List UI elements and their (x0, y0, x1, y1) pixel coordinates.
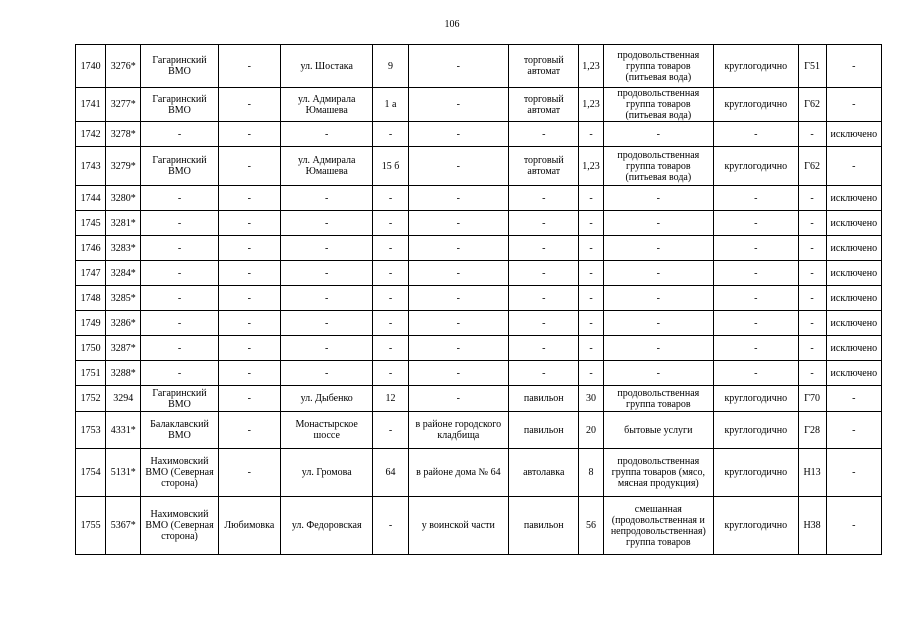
record-id-cell: 3277* (106, 88, 141, 122)
specialization-cell: - (603, 336, 714, 361)
area-cell: - (579, 286, 603, 311)
row-number-cell: 1755 (76, 497, 106, 555)
scheme-code-cell: Г51 (798, 45, 826, 88)
locality-cell: - (218, 412, 280, 449)
specialization-cell: - (603, 311, 714, 336)
street-cell: - (280, 336, 372, 361)
house-number-cell: - (373, 497, 408, 555)
landmark-cell: в районе дома № 64 (408, 449, 508, 497)
street-cell: - (280, 236, 372, 261)
locality-cell: - (218, 449, 280, 497)
street-cell: Монастырское шоссе (280, 412, 372, 449)
note-cell: исключено (826, 311, 881, 336)
table-row (76, 286, 882, 311)
specialization-cell: продовольственная группа товаров (питьевая вода) (603, 88, 714, 122)
district-cell: - (141, 361, 218, 386)
specialization-cell: - (603, 261, 714, 286)
period-cell: - (714, 286, 798, 311)
specialization-cell: - (603, 211, 714, 236)
street-cell: - (280, 261, 372, 286)
area-cell: 1,23 (579, 45, 603, 88)
locality-cell: - (218, 261, 280, 286)
object-type-cell: - (509, 211, 579, 236)
scheme-code-cell: - (798, 361, 826, 386)
locality-cell: - (218, 122, 280, 147)
house-number-cell: 9 (373, 45, 408, 88)
specialization-cell: продовольственная группа товаров (мясо, мясная продукция) (603, 449, 714, 497)
object-type-cell: - (509, 361, 579, 386)
page-number: 106 (444, 19, 460, 30)
scheme-code-cell: - (798, 286, 826, 311)
record-id-cell: 3279* (106, 147, 141, 186)
table-row (76, 211, 882, 236)
scheme-code-cell: - (798, 311, 826, 336)
scheme-code-cell: - (798, 186, 826, 211)
table-row (76, 147, 882, 186)
scheme-code-cell: - (798, 211, 826, 236)
scheme-code-cell: - (798, 336, 826, 361)
specialization-cell: бытовые услуги (603, 412, 714, 449)
period-cell: - (714, 186, 798, 211)
object-type-cell: торговый автомат (509, 88, 579, 122)
row-number-cell: 1749 (76, 311, 106, 336)
object-type-cell: - (509, 261, 579, 286)
street-cell: - (280, 122, 372, 147)
note-cell: - (826, 449, 881, 497)
table-row (76, 497, 882, 555)
note-cell: - (826, 147, 881, 186)
locality-cell: Любимовка (218, 497, 280, 555)
locality-cell: - (218, 88, 280, 122)
street-cell: ул. Адмирала Юмашева (280, 88, 372, 122)
district-cell: - (141, 336, 218, 361)
period-cell: - (714, 311, 798, 336)
record-id-cell: 3286* (106, 311, 141, 336)
period-cell: - (714, 261, 798, 286)
house-number-cell: - (373, 186, 408, 211)
object-type-cell: торговый автомат (509, 147, 579, 186)
area-cell: - (579, 211, 603, 236)
row-number-cell: 1740 (76, 45, 106, 88)
table-row (76, 449, 882, 497)
period-cell: круглогодично (714, 147, 798, 186)
object-type-cell: - (509, 186, 579, 211)
landmark-cell: - (408, 45, 508, 88)
table-row (76, 386, 882, 412)
period-cell: - (714, 122, 798, 147)
locality-cell: - (218, 311, 280, 336)
row-number-cell: 1751 (76, 361, 106, 386)
house-number-cell: - (373, 361, 408, 386)
landmark-cell: - (408, 236, 508, 261)
area-cell: 1,23 (579, 147, 603, 186)
landmark-cell: - (408, 361, 508, 386)
note-cell: исключено (826, 336, 881, 361)
record-id-cell: 5131* (106, 449, 141, 497)
note-cell: - (826, 386, 881, 412)
record-id-cell: 4331* (106, 412, 141, 449)
district-cell: - (141, 211, 218, 236)
object-type-cell: павильон (509, 497, 579, 555)
table-row (76, 186, 882, 211)
house-number-cell: - (373, 412, 408, 449)
scheme-code-cell: Г62 (798, 88, 826, 122)
district-cell: - (141, 261, 218, 286)
row-number-cell: 1750 (76, 336, 106, 361)
area-cell: - (579, 311, 603, 336)
scheme-code-cell: - (798, 236, 826, 261)
specialization-cell: - (603, 186, 714, 211)
note-cell: - (826, 497, 881, 555)
note-cell: исключено (826, 361, 881, 386)
landmark-cell: в районе городского кладбища (408, 412, 508, 449)
district-cell: - (141, 236, 218, 261)
landmark-cell: - (408, 211, 508, 236)
object-type-cell: - (509, 311, 579, 336)
period-cell: круглогодично (714, 45, 798, 88)
note-cell: - (826, 88, 881, 122)
landmark-cell: - (408, 147, 508, 186)
scheme-code-cell: Н13 (798, 449, 826, 497)
locality-cell: - (218, 211, 280, 236)
scheme-code-cell: - (798, 261, 826, 286)
period-cell: круглогодично (714, 497, 798, 555)
note-cell: исключено (826, 122, 881, 147)
specialization-cell: продовольственная группа товаров (питьевая вода) (603, 45, 714, 88)
area-cell: - (579, 186, 603, 211)
locality-cell: - (218, 361, 280, 386)
area-cell: - (579, 236, 603, 261)
district-cell: Гагаринский ВМО (141, 386, 218, 412)
street-cell: ул. Федоровская (280, 497, 372, 555)
record-id-cell: 3278* (106, 122, 141, 147)
object-type-cell: - (509, 286, 579, 311)
record-id-cell: 3283* (106, 236, 141, 261)
specialization-cell: - (603, 361, 714, 386)
street-cell: ул. Шостака (280, 45, 372, 88)
row-number-cell: 1752 (76, 386, 106, 412)
street-cell: - (280, 211, 372, 236)
row-number-cell: 1745 (76, 211, 106, 236)
area-cell: 20 (579, 412, 603, 449)
specialization-cell: - (603, 286, 714, 311)
house-number-cell: - (373, 122, 408, 147)
locality-cell: - (218, 386, 280, 412)
table-row (76, 122, 882, 147)
note-cell: исключено (826, 236, 881, 261)
period-cell: круглогодично (714, 386, 798, 412)
object-type-cell: автолавка (509, 449, 579, 497)
locality-cell: - (218, 286, 280, 311)
district-cell: - (141, 186, 218, 211)
locality-cell: - (218, 236, 280, 261)
note-cell: - (826, 412, 881, 449)
district-cell: Балаклавский ВМО (141, 412, 218, 449)
row-number-cell: 1746 (76, 236, 106, 261)
street-cell: - (280, 361, 372, 386)
area-cell: 56 (579, 497, 603, 555)
scheme-code-cell: Г28 (798, 412, 826, 449)
district-cell: - (141, 311, 218, 336)
row-number-cell: 1754 (76, 449, 106, 497)
record-id-cell: 3294 (106, 386, 141, 412)
object-type-cell: павильон (509, 386, 579, 412)
scheme-code-cell: Г70 (798, 386, 826, 412)
house-number-cell: 12 (373, 386, 408, 412)
table-row (76, 336, 882, 361)
district-cell: Гагаринский ВМО (141, 45, 218, 88)
row-number-cell: 1748 (76, 286, 106, 311)
house-number-cell: - (373, 211, 408, 236)
period-cell: круглогодично (714, 412, 798, 449)
street-cell: - (280, 286, 372, 311)
row-number-cell: 1741 (76, 88, 106, 122)
landmark-cell: - (408, 386, 508, 412)
scheme-code-cell: Н38 (798, 497, 826, 555)
house-number-cell: 64 (373, 449, 408, 497)
house-number-cell: 15 б (373, 147, 408, 186)
record-id-cell: 3285* (106, 286, 141, 311)
street-cell: ул. Дыбенко (280, 386, 372, 412)
table-row (76, 45, 882, 88)
house-number-cell: - (373, 286, 408, 311)
district-cell: - (141, 122, 218, 147)
table-row (76, 311, 882, 336)
district-cell: Гагаринский ВМО (141, 88, 218, 122)
locality-cell: - (218, 186, 280, 211)
house-number-cell: - (373, 261, 408, 286)
row-number-cell: 1742 (76, 122, 106, 147)
record-id-cell: 3284* (106, 261, 141, 286)
table-row (76, 236, 882, 261)
note-cell: - (826, 45, 881, 88)
record-id-cell: 3281* (106, 211, 141, 236)
house-number-cell: - (373, 236, 408, 261)
street-cell: ул. Громова (280, 449, 372, 497)
area-cell: 1,23 (579, 88, 603, 122)
table-row (76, 361, 882, 386)
specialization-cell: - (603, 122, 714, 147)
house-number-cell: - (373, 311, 408, 336)
locality-cell: - (218, 45, 280, 88)
note-cell: исключено (826, 186, 881, 211)
locality-cell: - (218, 336, 280, 361)
record-id-cell: 3288* (106, 361, 141, 386)
landmark-cell: - (408, 311, 508, 336)
table-row (76, 412, 882, 449)
object-type-cell: - (509, 122, 579, 147)
street-cell: - (280, 186, 372, 211)
district-cell: Гагаринский ВМО (141, 147, 218, 186)
area-cell: 30 (579, 386, 603, 412)
landmark-cell: - (408, 261, 508, 286)
district-cell: Нахимовский ВМО (Северная сторона) (141, 449, 218, 497)
scheme-code-cell: Г62 (798, 147, 826, 186)
period-cell: - (714, 236, 798, 261)
landmark-cell: - (408, 88, 508, 122)
specialization-cell: смешанная (продовольственная и непродовольственная) группа товаров (603, 497, 714, 555)
row-number-cell: 1744 (76, 186, 106, 211)
landmark-cell: - (408, 122, 508, 147)
note-cell: исключено (826, 286, 881, 311)
registry-table (75, 44, 882, 555)
record-id-cell: 3276* (106, 45, 141, 88)
table-body (76, 45, 882, 555)
house-number-cell: - (373, 336, 408, 361)
period-cell: круглогодично (714, 449, 798, 497)
house-number-cell: 1 а (373, 88, 408, 122)
specialization-cell: - (603, 236, 714, 261)
object-type-cell: торговый автомат (509, 45, 579, 88)
record-id-cell: 3280* (106, 186, 141, 211)
row-number-cell: 1753 (76, 412, 106, 449)
row-number-cell: 1747 (76, 261, 106, 286)
object-type-cell: - (509, 236, 579, 261)
area-cell: - (579, 261, 603, 286)
period-cell: круглогодично (714, 88, 798, 122)
specialization-cell: продовольственная группа товаров (питьевая вода) (603, 147, 714, 186)
area-cell: - (579, 361, 603, 386)
object-type-cell: павильон (509, 412, 579, 449)
specialization-cell: продовольственная группа товаров (603, 386, 714, 412)
district-cell: - (141, 286, 218, 311)
scheme-code-cell: - (798, 122, 826, 147)
object-type-cell: - (509, 336, 579, 361)
table-row (76, 88, 882, 122)
area-cell: - (579, 122, 603, 147)
landmark-cell: - (408, 336, 508, 361)
area-cell: 8 (579, 449, 603, 497)
street-cell: ул. Адмирала Юмашева (280, 147, 372, 186)
district-cell: Нахимовский ВМО (Северная сторона) (141, 497, 218, 555)
area-cell: - (579, 336, 603, 361)
note-cell: исключено (826, 211, 881, 236)
landmark-cell: у воинской части (408, 497, 508, 555)
landmark-cell: - (408, 186, 508, 211)
table-row (76, 261, 882, 286)
row-number-cell: 1743 (76, 147, 106, 186)
record-id-cell: 5367* (106, 497, 141, 555)
locality-cell: - (218, 147, 280, 186)
note-cell: исключено (826, 261, 881, 286)
street-cell: - (280, 311, 372, 336)
landmark-cell: - (408, 286, 508, 311)
period-cell: - (714, 336, 798, 361)
record-id-cell: 3287* (106, 336, 141, 361)
period-cell: - (714, 211, 798, 236)
period-cell: - (714, 361, 798, 386)
